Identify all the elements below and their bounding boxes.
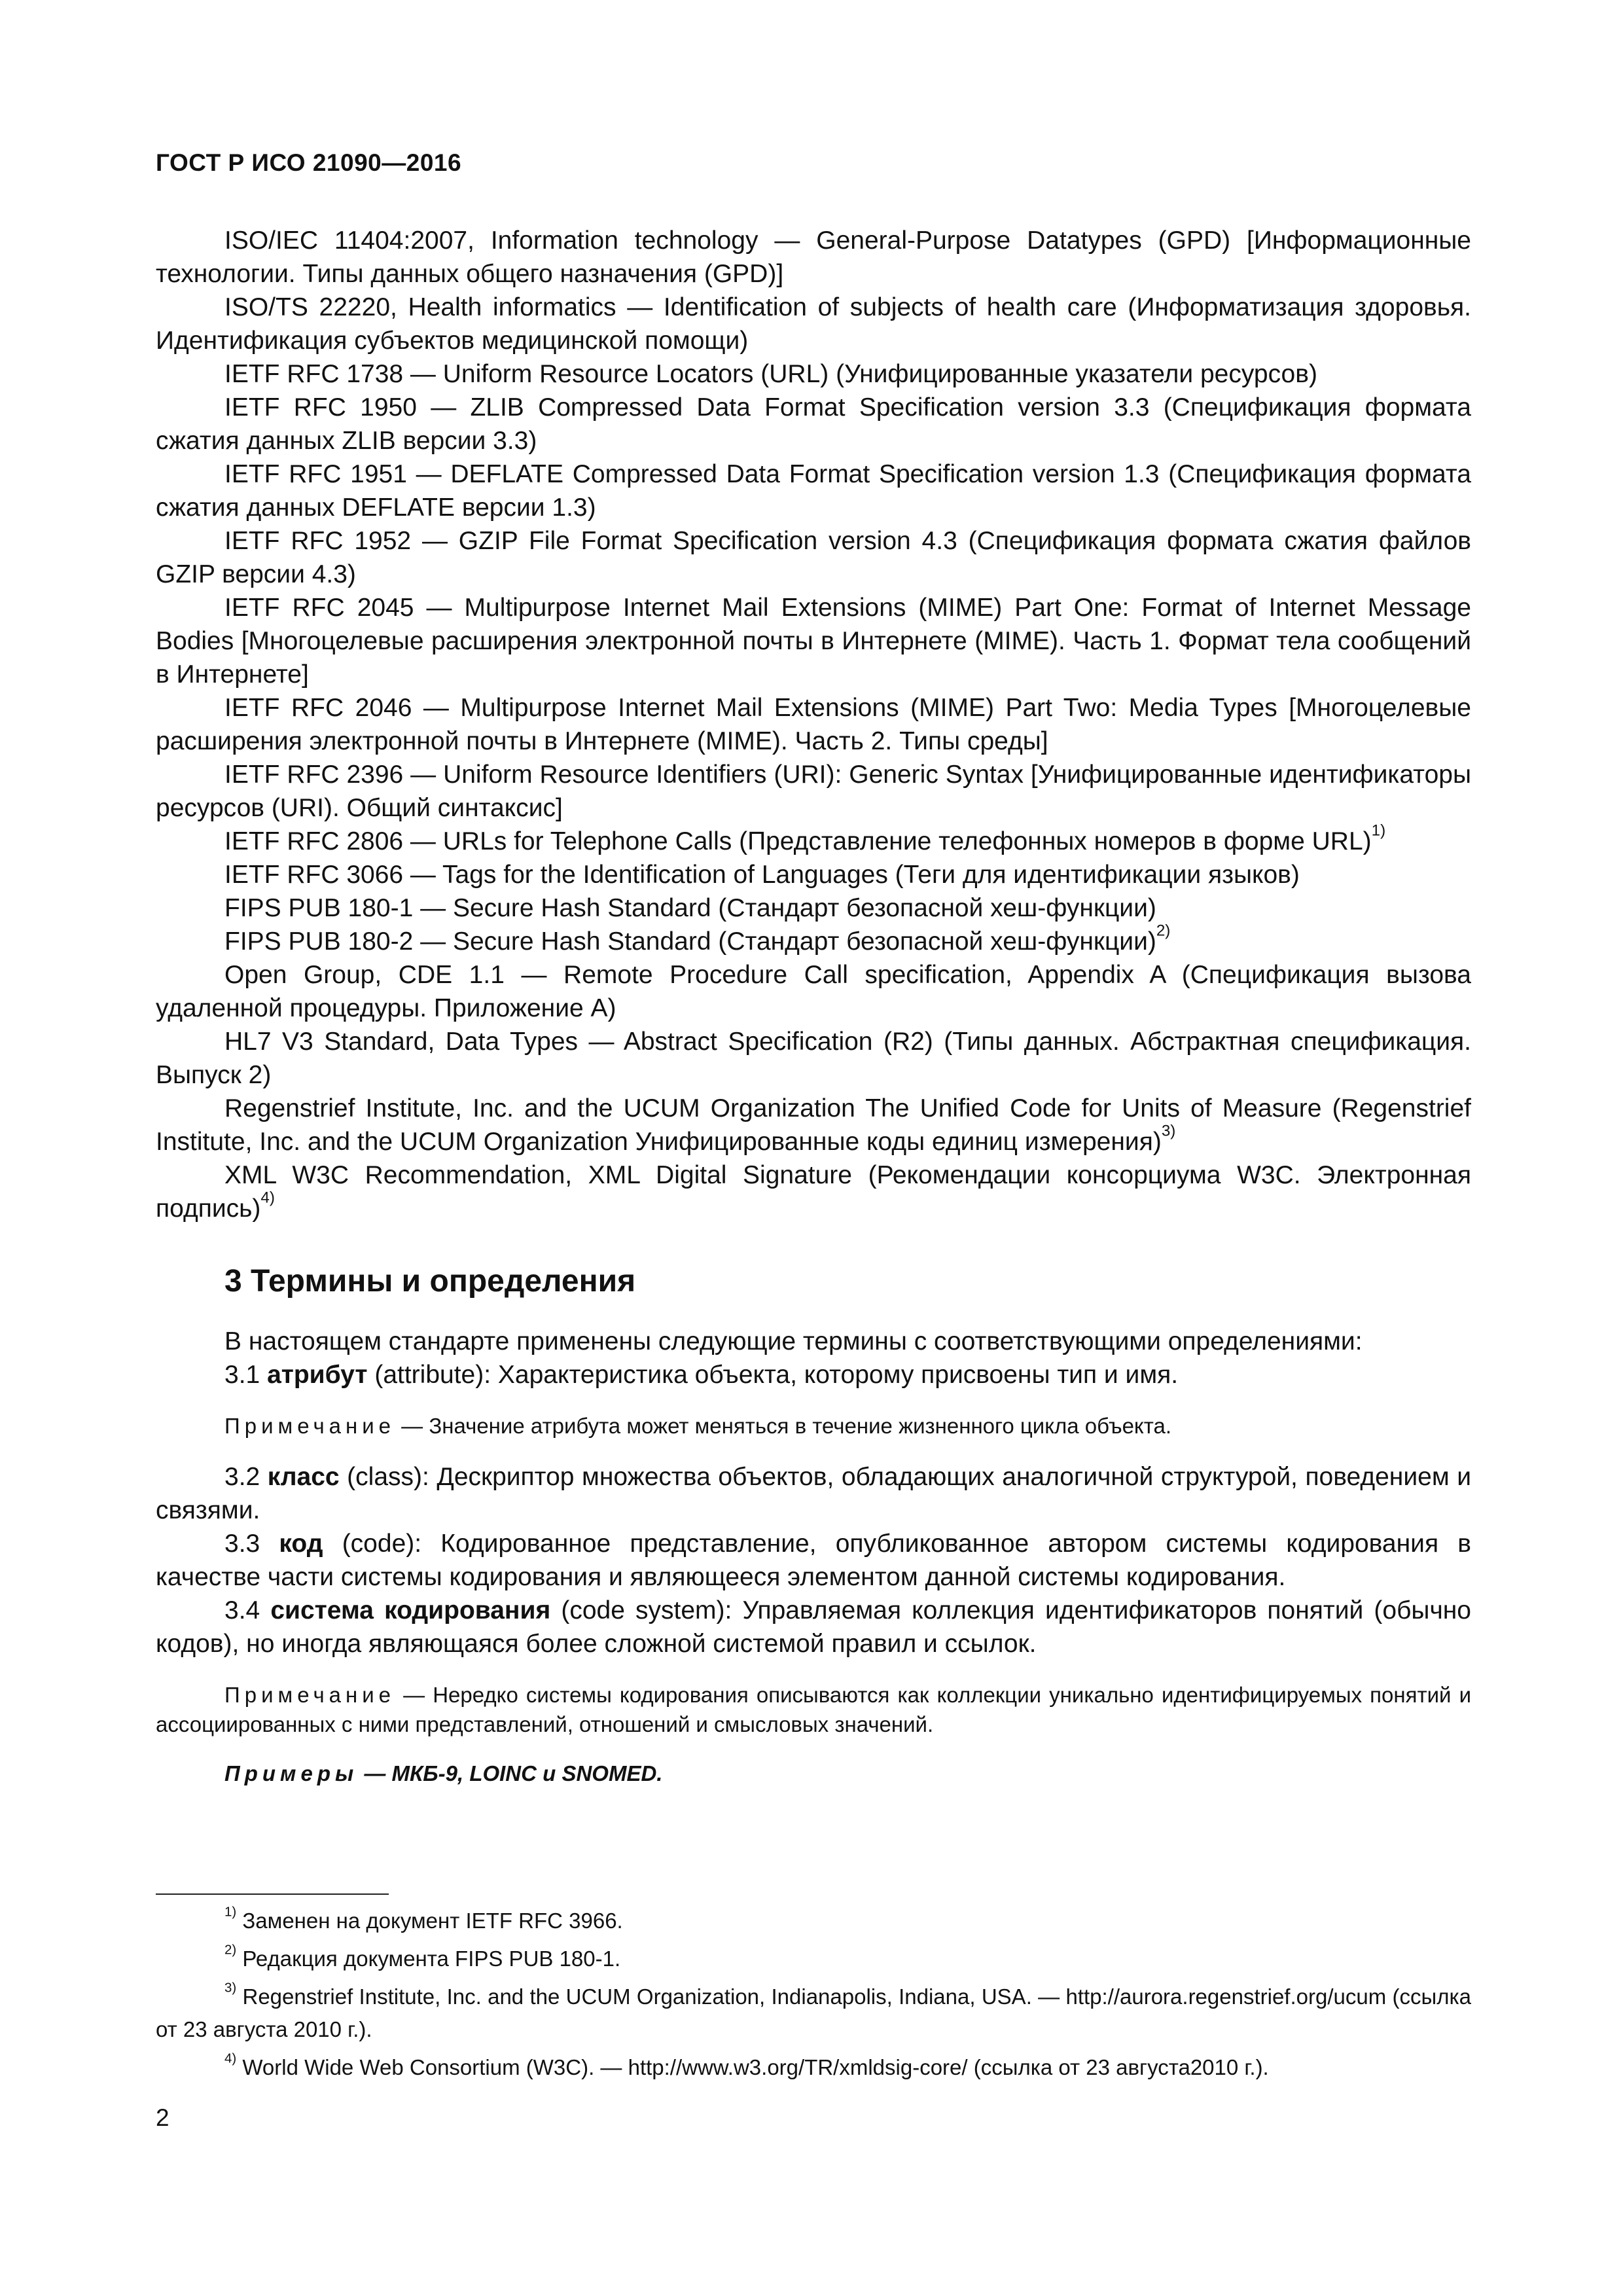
footnote: $^{1)}$ Заменен на документ IETF RFC 3966.: [224, 1904, 623, 1933]
reference-item: HL7 V3 Standard, Data Types — Abstract Specification (R2) (Типы данных. Абстрактная спецификация. Выпуск 2): [156, 1028, 1471, 1089]
note-label: Примечание: [224, 1683, 396, 1707]
footnote-marker[interactable]: 4): [260, 1189, 275, 1207]
term-entry: 3.2 класс (class): Дескриптор множества объектов, обладающих аналогичной структурой, поведением и связями.: [156, 1463, 1471, 1524]
reference-item: IETF RFC 2806 — URLs for Telephone Calls (Представление телефонных номеров в форме URL)$^{1)}$: [224, 821, 1386, 855]
page-number: 2: [156, 2104, 169, 2131]
reference-item: IETF RFC 2045 — Multipurpose Internet Mail Extensions (MIME) Part One: Format of Internet Message Bodies [Многоцелевые расширения электронной почты в Интернете (MIME). Часть 1. Формат тела сообщений в Интернете]: [156, 594, 1471, 689]
footnote: $^{4)}$ World Wide Web Consortium (W3C). — http://www.w3.org/TR/xmldsig-core/ (ссылка от 23 августа2010 г.).: [224, 2051, 1269, 2079]
reference-item: IETF RFC 1951 — DEFLATE Compressed Data Format Specification version 1.3 (Спецификация формата сжатия данных DEFLATE версии 1.3): [156, 460, 1471, 522]
reference-item: IETF RFC 3066 — Tags for the Identification of Languages (Теги для идентификации языков): [224, 861, 1300, 889]
term-name: атрибут: [267, 1361, 368, 1389]
normative-references: [156, 224, 1471, 1225]
note-label: Примечание: [224, 1414, 396, 1438]
document-header: ГОСТ Р ИСО 21090—2016: [156, 149, 462, 176]
reference-item: IETF RFC 1738 — Uniform Resource Locators (URL) (Унифицированные указатели ресурсов): [224, 360, 1317, 388]
note: Примечание — Значение атрибута может меняться в течение жизненного цикла объекта.: [224, 1414, 1172, 1438]
terms-section: [156, 1325, 1471, 1788]
reference-item: XML W3C Recommendation, XML Digital Signature (Рекомендации консорциума W3C. Электронная подпись)$^{4)}$: [156, 1161, 1471, 1223]
reference-item: ISO/IEC 11404:2007, Information technology — General-Purpose Datatypes (GPD) [Информационные технологии. Типы данных общего назначения (GPD)]: [156, 226, 1471, 288]
example: Примеры — МКБ-9, LOINC и SNOMED.: [224, 1761, 663, 1785]
footnote-marker[interactable]: 2): [1156, 922, 1171, 940]
term-name: код: [279, 1530, 323, 1558]
reference-item: Open Group, CDE 1.1 — Remote Procedure Call specification, Appendix A (Спецификация вызова удаленной процедуры. Приложение А): [156, 961, 1471, 1022]
section-intro: В настоящем стандарте применены следующие термины с соответствующими определениями:: [224, 1327, 1363, 1355]
footnote: $^{2)}$ Редакция документа FIPS PUB 180-1.: [224, 1942, 621, 1971]
footnote-divider: [156, 1893, 389, 1895]
footnote-marker[interactable]: 3): [1161, 1122, 1176, 1140]
note: Примечание — Нередко системы кодирования описываются как коллекции уникально идентифицируемых понятий и ассоциированных с ними представлений, отношений и смысловых значений.: [156, 1683, 1471, 1736]
reference-item: ISO/TS 22220, Health informatics — Identification of subjects of health care (Информатизация здоровья. Идентификация субъектов медицинской помощи): [156, 293, 1471, 355]
reference-item: IETF RFC 2046 — Multipurpose Internet Mail Extensions (MIME) Part Two: Media Types [Многоцелевые расширения электронной почты в Интернете (MIME). Часть 2. Типы среды]: [156, 694, 1471, 755]
footnotes: [156, 1905, 1471, 2089]
reference-item: IETF RFC 1952 — GZIP File Format Specification version 4.3 (Спецификация формата сжатия файлов GZIP версии 4.3): [156, 527, 1471, 588]
reference-item: Regenstrief Institute, Inc. and the UCUM Organization The Unified Code for Units of Measure (Regenstrief Institute, Inc. and the UCUM Organization Унифицированные коды единиц измерения)$^{3)}$: [156, 1094, 1471, 1156]
footnote: $^{3)}$ Regenstrief Institute, Inc. and the UCUM Organization, Indianapolis, Indiana, USA. — http://aurora.regenstrief.org/ucum (ссылка от 23 августа 2010 г.).: [156, 1980, 1471, 2041]
reference-item: IETF RFC 1950 — ZLIB Compressed Data Format Specification version 3.3 (Спецификация формата сжатия данных ZLIB версии 3.3): [156, 393, 1471, 455]
example-label: Примеры: [224, 1761, 359, 1785]
section-heading: 3 Термины и определения: [224, 1264, 636, 1299]
reference-item: IETF RFC 2396 — Uniform Resource Identifiers (URI): Generic Syntax [Унифицированные идентификаторы ресурсов (URI). Общий синтаксис]: [156, 761, 1471, 822]
term-entry: 3.3 код (code): Кодированное представление, опубликованное автором системы кодирования в качестве части системы кодирования и являющееся элементом данной системы кодирования.: [156, 1530, 1471, 1591]
reference-item: FIPS PUB 180-2 — Secure Hash Standard (Стандарт безопасной хеш-функции)$^{2)}$: [224, 922, 1171, 956]
term-name: система кодирования: [270, 1596, 551, 1624]
term-entry: 3.1 атрибут (attribute): Характеристика объекта, которому присвоены тип и имя.: [224, 1361, 1179, 1389]
footnote-marker[interactable]: 1): [1371, 821, 1386, 840]
term-name: класс: [267, 1463, 340, 1491]
reference-item: FIPS PUB 180-1 — Secure Hash Standard (Стандарт безопасной хеш-функции): [224, 894, 1156, 922]
term-entry: 3.4 система кодирования (code system): Управляемая коллекция идентификаторов понятий (обычно кодов), но иногда являющаяся более сложной системой правил и ссылок.: [156, 1596, 1471, 1658]
